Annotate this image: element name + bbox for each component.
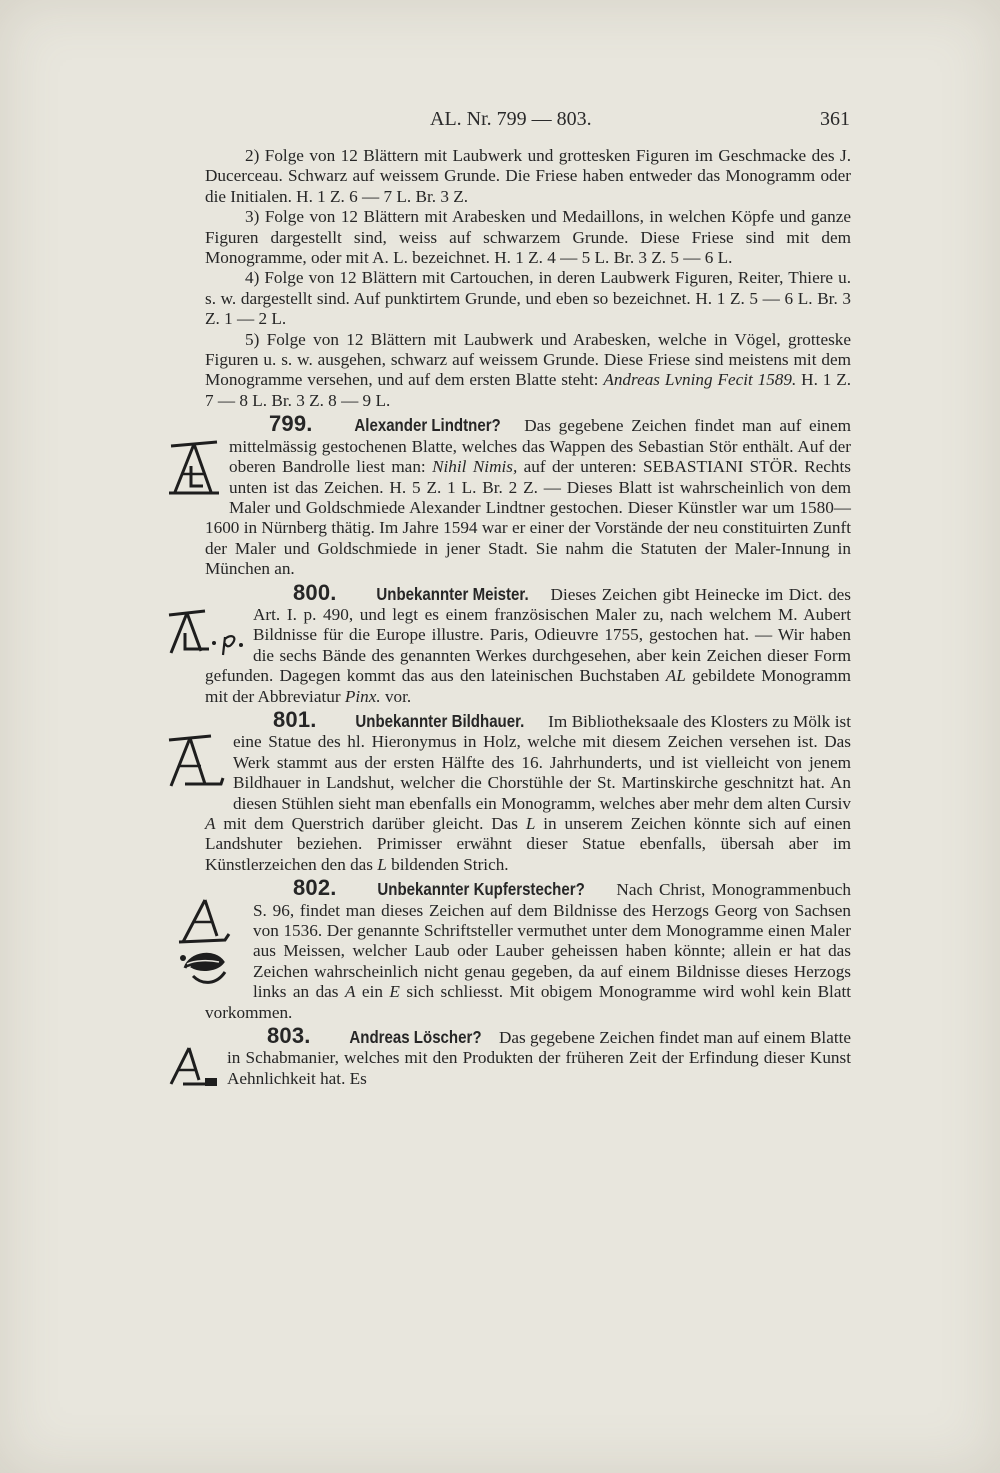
entry-800-text <box>205 579 851 707</box>
entry-800-part-3: vor. <box>380 686 412 706</box>
letters-al: AL <box>665 666 686 686</box>
monogram-icon <box>165 896 249 996</box>
paragraph-folge-4: 4) Folge von 12 Blättern mit Cartouchen, in deren Laubwerk Figuren, Reiter, Thiere u. s. w. dargestellt sind. Auf punktirtem Grunde, und eben so bezeichnet. H. 1 Z. 5 — 6 L. Br. 3 Z. 1 — 2 L. <box>205 268 851 329</box>
entry-801-part-2: mit dem Querstrich darüber gleicht. Das <box>215 814 526 833</box>
entry-800 <box>205 579 851 707</box>
entry-803 <box>205 1023 851 1089</box>
paragraph-folge-2: 2) Folge von 12 Blättern mit Laubwerk und grottesken Figuren im Geschmacke des J. Ducerceau. Schwarz auf weissem Grunde. Die Friese haben entweder das Monogramm oder die Initialen. H. 1 Z. 6 — 7 L. Br. 3 Z. <box>205 146 851 206</box>
folge-5-text: 5) Folge von 12 Blättern mit Laubwerk und Arabesken, welche in Vögel, grotteske Figuren u. s. w. ausgehen, schwarz auf weissem Grunde. Diese Friese sind meistens mit dem Monogramme versehen, und auf dem ersten Blatte steht: <box>205 329 851 390</box>
entry-number: 802. <box>293 875 337 901</box>
running-title: AL. Nr. 799 — 803. <box>430 108 592 130</box>
entry-802-text <box>205 875 851 1023</box>
entry-799-part-2: auf der unteren: SEBASTIANI STÖR. Rechts unten ist das Zeichen. H. 5 Z. 1 L. Br. 2 Z. — Dieses Blatt ist wahrscheinlich von dem Maler und Goldschmiede Alexander Lindtner gestochen. Dieser Künstler war um 1580—1600 in Nürnberg thätig. Im Jahre 1594 war er einer der Vorstände der neu constituirten Zunft der Maler und Goldschmiede in jener Stadt. Sie nahm die Statuten der Maler-Innung in München an. <box>205 457 851 579</box>
entry-800-part-2: gebildete Monogramm mit der Abbreviatur <box>205 666 851 706</box>
artist-name: Alexander Lindtner? <box>354 415 502 436</box>
entry-801 <box>205 706 852 875</box>
artist-name: Unbekannter Bildhauer. <box>355 710 525 731</box>
artist-name: Unbekannter Meister. <box>376 583 529 604</box>
entry-801-part-3: in unserem Zeichen könnte sich auf einen Landshuter beziehen. Primisser erwähnt dieser Statue ebenfalls, übersah aber im Künstlerzeichen den das <box>205 814 852 874</box>
monogram-icon <box>165 730 227 794</box>
entry-799-text <box>205 411 851 579</box>
entry-800-part-1: Dieses Zeichen gibt Heinecke im Dict. des Art. I. p. 490, und legt es einem französischen Maler zu, nach welchem M. Aubert Bildnisse für die Europe illustre. Paris, Odieuvre 1755, gestochen hat. — Wir haben die sechs Bände des genannten Werkes durchgesehen, aber kein Zeichen dieser Form gefunden. Dagegen kommt das aus den lateinischen Buchstaben <box>205 584 851 686</box>
body-text <box>205 146 851 1090</box>
entry-799-part-1: Das gegebene Zeichen findet man auf einem mittelmässig gestochenen Blatte, welches das Wappen des Sebastian Stör enthält. Auf der oberen Bandrolle liest man: <box>229 416 851 477</box>
monogram-icon <box>165 1044 221 1090</box>
entry-803-part-1: Das gegebene Zeichen findet man auf einem Blatte in Schabmanier, welches mit den Produkten der früheren Zeit der Erfindung dieser Kunst Aehnlichkeit hat. Es <box>227 1028 851 1088</box>
folge-5-measure: H. 1 Z. 7 — 8 L. Br. 3 Z. 8 — 9 L. <box>205 370 851 410</box>
entry-801-part-4: bildenden Strich. <box>386 854 509 874</box>
entry-802-part-2: ein <box>355 982 390 1002</box>
page-number: 361 <box>820 108 850 130</box>
paragraph-folge-5 <box>205 330 851 412</box>
entry-801-part-1: Im Bibliotheksaale des Klosters zu Mölk ist eine Statue des hl. Hieronymus in Holz, welche mit diesem Zeichen versehen ist. Das Werk stammt aus der ersten Hälfte des 16. Jahrhunderts, und ist vielleicht von jenem Bildhauer in Landshut, welcher die Chorstühle der St. Martinskirche geschnitzt hat. An diesen Stühlen sieht man ebenfalls ein Monogramm, welches aber mehr dem alten Cursiv <box>233 711 852 813</box>
entry-number: 800. <box>293 579 337 605</box>
entry-number: 799. <box>269 411 313 437</box>
entry-number: 803. <box>267 1023 311 1049</box>
letter-a: A <box>205 814 216 833</box>
entry-802-part-3: sich schliesst. Mit obigem Monogramme wird wohl kein Blatt vorkommen. <box>205 982 851 1022</box>
letter-l: L <box>525 814 536 833</box>
entry-803-text <box>205 1023 851 1089</box>
entry-801-text <box>205 706 852 875</box>
letter-l: L <box>377 854 387 874</box>
letter-e: E <box>389 982 400 1002</box>
entry-802-part-1: Nach Christ, Monogrammenbuch S. 96, findet man dieses Zeichen auf dem Bildnisse des Herzogs Georg von Sachsen von 1536. Der genannte Schriftsteller vermuthet unter dem Monogramme einen Maler aus Meissen, welcher Laub oder Lauber geheissen haben könnte; allein er hat das Zeichen wahrscheinlich nicht genau gegeben, da auf einem Bildnisse dieses Herzogs links an das <box>253 880 851 1002</box>
artist-name: Andreas Löscher? <box>349 1027 482 1048</box>
running-header <box>205 108 850 132</box>
paragraph-folge-3: 3) Folge von 12 Blättern mit Arabesken und Medaillons, in welchen Köpfe und ganze Figuren dargestellt sind, weiss auf schwarzem Grunde. Diese Friese sind mit dem Monogramme, oder mit A. L. bezeichnet. H. 1 Z. 4 — 5 L. Br. 3 Z. 5 — 6 L. <box>205 207 851 268</box>
monogram-icon <box>165 436 223 498</box>
artist-name: Unbekannter Kupferstecher? <box>377 879 585 900</box>
entry-802 <box>205 875 851 1023</box>
inscription: Andreas Lvning Fecit 1589. <box>603 370 797 390</box>
motto: Nihil Nimis, <box>432 457 518 477</box>
abbreviation: Pinx. <box>344 686 381 706</box>
entry-number: 801. <box>273 706 317 732</box>
entry-799 <box>205 411 851 579</box>
monogram-icon <box>165 603 247 663</box>
letter-a: A <box>344 982 356 1002</box>
